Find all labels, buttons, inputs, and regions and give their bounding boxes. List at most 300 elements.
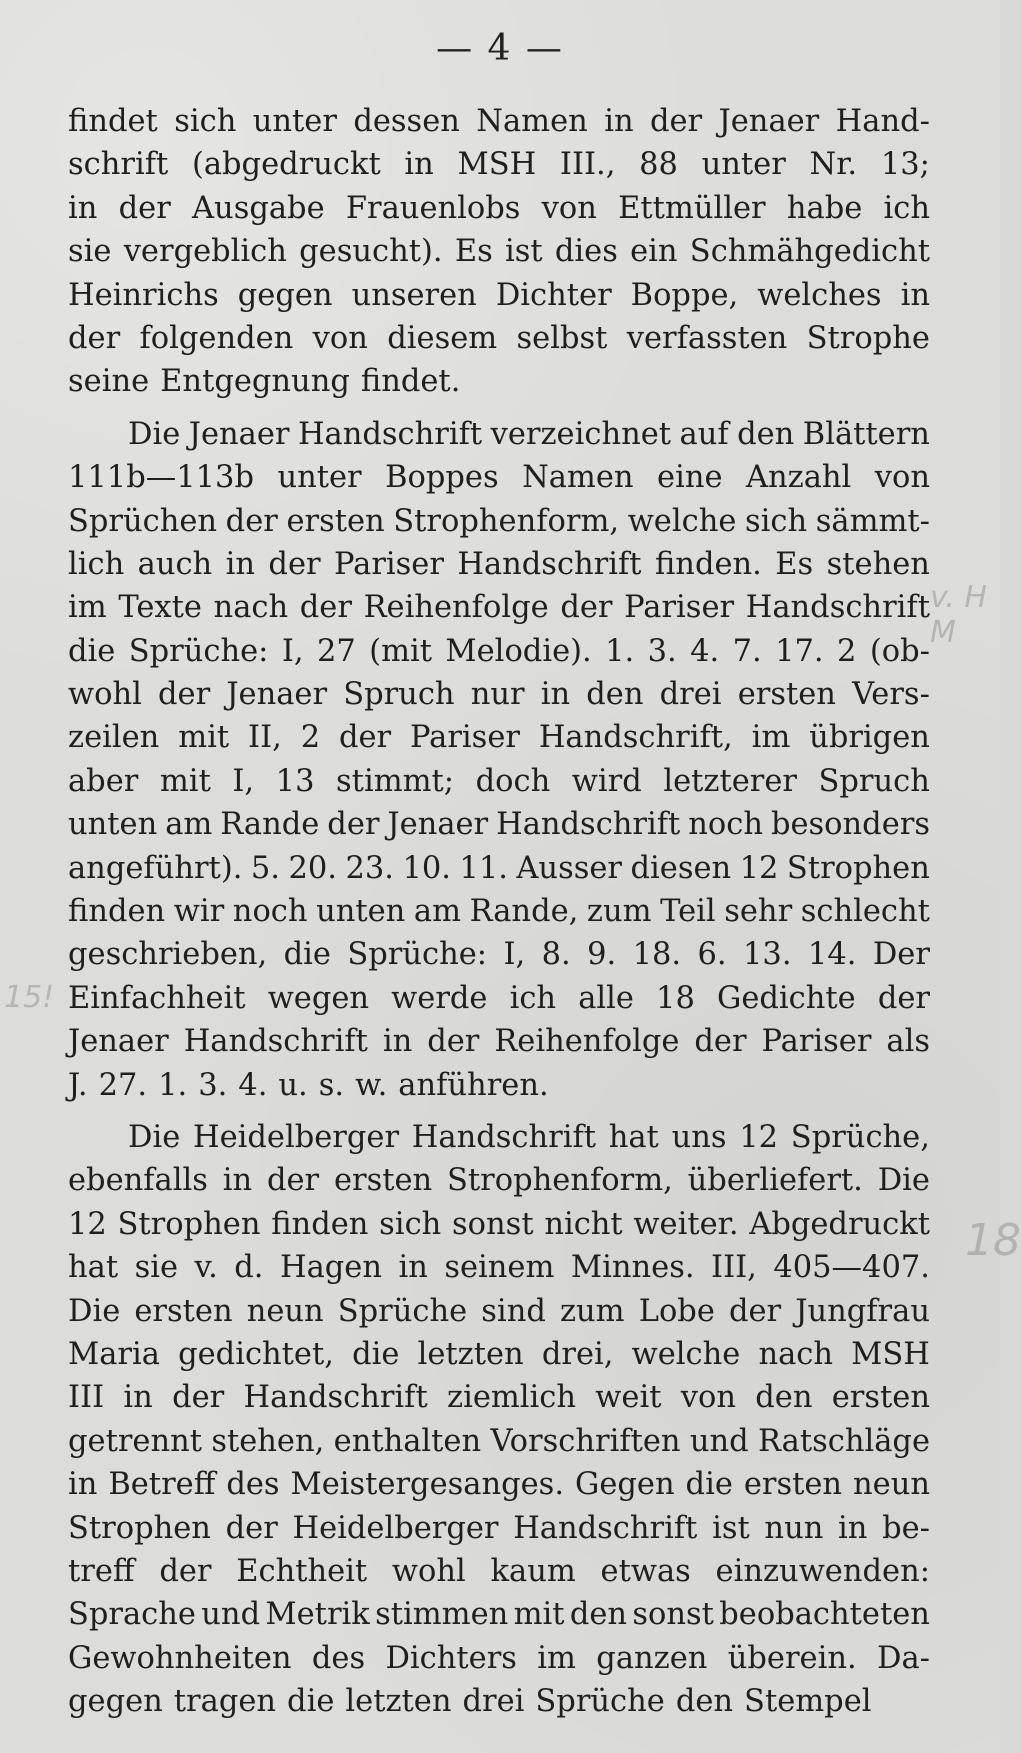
word: Ausgabe bbox=[192, 190, 325, 226]
text-line bbox=[68, 1203, 930, 1246]
text-line bbox=[68, 100, 930, 143]
word: I, bbox=[232, 763, 255, 799]
text-line bbox=[68, 1246, 930, 1289]
margin-note: 15! bbox=[4, 980, 55, 1015]
word: Die bbox=[128, 416, 181, 452]
text-line bbox=[68, 1420, 930, 1463]
word: lich bbox=[68, 546, 125, 582]
word: 23. bbox=[345, 850, 394, 886]
word: Pariser bbox=[333, 546, 444, 582]
word: finden bbox=[271, 1206, 369, 1242]
word: Strophenform, bbox=[447, 1163, 673, 1199]
word: alle bbox=[578, 980, 634, 1016]
text-line bbox=[68, 847, 930, 890]
word: schlecht bbox=[800, 894, 930, 930]
word: Strophen bbox=[117, 1206, 261, 1242]
word: 27 bbox=[316, 633, 356, 669]
word: Pariser bbox=[410, 720, 520, 756]
text-line bbox=[68, 933, 930, 976]
text-line bbox=[68, 1550, 930, 1593]
word: Handschrift bbox=[411, 1119, 596, 1155]
text-line bbox=[68, 1290, 930, 1333]
word: Sprüche: bbox=[128, 633, 269, 669]
word: Texte bbox=[118, 590, 202, 626]
text-line bbox=[68, 360, 930, 403]
word: unten bbox=[68, 807, 158, 843]
word: Handschrift bbox=[745, 590, 930, 626]
text-line bbox=[68, 803, 930, 846]
word: aber bbox=[68, 763, 139, 799]
word: Pariser bbox=[624, 590, 735, 626]
word: gesucht). bbox=[299, 234, 443, 270]
word: Der bbox=[872, 937, 930, 973]
word: Anzahl bbox=[745, 460, 852, 496]
word: ebenfalls bbox=[68, 1163, 208, 1199]
word: s. bbox=[318, 1067, 345, 1103]
text-line bbox=[68, 1507, 930, 1550]
word: I, bbox=[281, 633, 304, 669]
text-line bbox=[68, 143, 930, 186]
word: stimmen bbox=[375, 1597, 509, 1633]
word: Spruch bbox=[818, 763, 930, 799]
word: ich bbox=[509, 980, 557, 1016]
word: III bbox=[68, 1380, 105, 1416]
word: drei bbox=[462, 1684, 525, 1720]
word: ersten bbox=[831, 1380, 930, 1416]
word: sich bbox=[174, 104, 237, 139]
text-line bbox=[68, 1020, 930, 1063]
word: Teil bbox=[660, 894, 716, 930]
word: Sprüche, bbox=[790, 1119, 930, 1155]
word: drei, bbox=[541, 1336, 614, 1372]
word: doch bbox=[475, 763, 551, 799]
word: III, bbox=[711, 1250, 757, 1286]
word: den bbox=[569, 1597, 628, 1633]
word: Strophenform, bbox=[393, 503, 620, 539]
word: unseren bbox=[351, 277, 477, 313]
word: Blättern bbox=[802, 416, 930, 452]
word: Jenaer bbox=[226, 677, 328, 713]
word: 9. bbox=[587, 937, 617, 973]
word: geschrieben, bbox=[68, 937, 268, 973]
word: der bbox=[159, 1553, 212, 1589]
word: schrift bbox=[68, 147, 169, 183]
word: wird bbox=[571, 763, 642, 799]
word: Ausser bbox=[516, 850, 623, 886]
word: in bbox=[68, 1467, 98, 1503]
word: zeilen bbox=[68, 720, 160, 756]
text-line bbox=[68, 1376, 930, 1419]
word: hat bbox=[608, 1119, 659, 1155]
text-line bbox=[68, 1116, 930, 1159]
word: 2 bbox=[837, 633, 857, 669]
word: diesen bbox=[630, 850, 732, 886]
word: weiter. bbox=[633, 1206, 739, 1242]
word: (ob- bbox=[869, 633, 930, 669]
word: in bbox=[398, 1250, 428, 1286]
word: Es bbox=[454, 234, 493, 270]
word: diesem bbox=[387, 320, 498, 356]
word: ersten bbox=[134, 1293, 233, 1329]
word: letzten bbox=[417, 1336, 524, 1372]
word: der bbox=[694, 1024, 747, 1060]
word: Sprüche: bbox=[347, 937, 488, 973]
word: Entgegnung bbox=[160, 364, 350, 400]
word: unten bbox=[316, 894, 406, 930]
word: 12 bbox=[739, 1119, 779, 1155]
word: ersten bbox=[743, 1467, 843, 1503]
text-line bbox=[68, 1463, 930, 1506]
word: der bbox=[877, 980, 930, 1016]
word: Strophen bbox=[68, 1510, 211, 1546]
text-line bbox=[68, 230, 930, 273]
text-line bbox=[68, 1333, 930, 1376]
word: im bbox=[68, 590, 107, 626]
word: seine bbox=[68, 364, 150, 400]
word: Jenaer bbox=[387, 807, 489, 843]
word: sind bbox=[481, 1293, 546, 1329]
word: II, bbox=[248, 720, 282, 756]
word: Dichter bbox=[495, 277, 612, 313]
word: habe bbox=[786, 190, 863, 226]
word: etwas bbox=[600, 1553, 691, 1589]
word: Sprache bbox=[68, 1597, 196, 1633]
word: von bbox=[541, 190, 597, 226]
word: sie bbox=[68, 234, 112, 270]
word: in bbox=[123, 1380, 153, 1416]
text-line bbox=[68, 1159, 930, 1202]
paragraph-gap bbox=[68, 1107, 930, 1116]
word: der bbox=[118, 190, 171, 226]
word: 88 bbox=[639, 147, 678, 183]
word: mit bbox=[513, 1597, 565, 1633]
word: Betreff bbox=[108, 1467, 216, 1503]
word: beobachteten bbox=[719, 1597, 930, 1633]
word: 20. bbox=[288, 850, 337, 886]
word: wohl bbox=[391, 1553, 466, 1589]
word: Gedichte bbox=[716, 980, 856, 1016]
word: stehen bbox=[826, 546, 930, 582]
word: nun bbox=[764, 1510, 824, 1546]
word: letzten bbox=[345, 1684, 452, 1720]
word: Ratschläge bbox=[758, 1423, 930, 1459]
word: findet bbox=[68, 104, 158, 139]
word: 405—407. bbox=[773, 1250, 930, 1286]
word: gedichtet, bbox=[178, 1336, 334, 1372]
word: Jenaer bbox=[188, 416, 290, 452]
word: I, bbox=[503, 937, 526, 973]
word: die bbox=[287, 1684, 335, 1720]
word: Namen bbox=[522, 460, 634, 496]
word: die bbox=[685, 1467, 733, 1503]
word: finden. bbox=[654, 546, 762, 582]
word: Da- bbox=[877, 1640, 930, 1676]
word: letzterer bbox=[663, 763, 797, 799]
word: von bbox=[680, 1380, 736, 1416]
word: Gewohnheiten bbox=[68, 1640, 292, 1676]
word: u. bbox=[278, 1067, 308, 1103]
word: und bbox=[201, 1597, 261, 1633]
word: nur bbox=[470, 677, 525, 713]
word: Einfachheit bbox=[68, 980, 246, 1016]
word: Maria bbox=[68, 1336, 160, 1372]
word: Heinrichs bbox=[68, 277, 219, 313]
word: 18 bbox=[656, 980, 695, 1016]
word: Frauenlobs bbox=[345, 190, 521, 226]
word: findet. bbox=[360, 364, 461, 400]
word: Handschrift bbox=[496, 807, 681, 843]
word: einzuwenden: bbox=[715, 1553, 930, 1589]
word: unter bbox=[252, 104, 337, 139]
word: Schmähgedicht bbox=[689, 234, 930, 270]
word: welche bbox=[631, 1336, 741, 1372]
word: neun bbox=[853, 1467, 930, 1503]
word: 12 bbox=[68, 1206, 107, 1242]
word: MSH bbox=[457, 147, 537, 183]
word: der bbox=[268, 546, 321, 582]
word: Ettmüller bbox=[618, 190, 766, 226]
text-line bbox=[68, 456, 930, 499]
text-line bbox=[68, 1680, 930, 1723]
word: welches bbox=[757, 277, 882, 313]
word: J. bbox=[68, 1067, 88, 1103]
word: in bbox=[540, 677, 571, 713]
word: ersten bbox=[333, 1163, 433, 1199]
word: von bbox=[874, 460, 930, 496]
word: ist bbox=[712, 1510, 750, 1546]
word: unter bbox=[701, 147, 786, 183]
word: der bbox=[427, 1024, 480, 1060]
word: den bbox=[586, 677, 644, 713]
word: die bbox=[68, 633, 116, 669]
word: in bbox=[225, 546, 256, 582]
word: tragen bbox=[173, 1684, 277, 1720]
word: 3. bbox=[198, 1067, 228, 1103]
text-line bbox=[68, 1637, 930, 1680]
word: ich bbox=[883, 190, 930, 226]
word: (mit bbox=[369, 633, 433, 669]
word: überliefert. bbox=[687, 1163, 863, 1199]
word: Es bbox=[775, 546, 814, 582]
text-line bbox=[68, 1064, 930, 1107]
word: der bbox=[225, 503, 278, 539]
word: überein. bbox=[727, 1640, 857, 1676]
word: übrigen bbox=[809, 720, 930, 756]
word: den bbox=[755, 1380, 813, 1416]
word: 8. bbox=[541, 937, 571, 973]
word: stimmt; bbox=[336, 763, 455, 799]
word: der bbox=[338, 720, 392, 756]
word: Boppes bbox=[385, 460, 499, 496]
word: Dichters bbox=[385, 1640, 517, 1676]
word: Echtheit bbox=[236, 1553, 368, 1589]
word: der bbox=[649, 104, 703, 139]
word: 17. bbox=[775, 633, 824, 669]
word: welche bbox=[627, 503, 737, 539]
word: den bbox=[675, 1684, 734, 1720]
word: kaum bbox=[490, 1553, 576, 1589]
text-line bbox=[68, 760, 930, 803]
word: Vers- bbox=[852, 677, 930, 713]
word: des bbox=[226, 1467, 280, 1503]
word: die bbox=[283, 937, 331, 973]
margin-note: v. H M bbox=[930, 580, 987, 650]
word: vergeblich bbox=[123, 234, 287, 270]
word: Die bbox=[128, 1119, 181, 1155]
word: die bbox=[352, 1336, 400, 1372]
word: drei bbox=[659, 677, 722, 713]
word: in bbox=[838, 1510, 868, 1546]
text-line bbox=[68, 187, 930, 230]
word: finden bbox=[68, 894, 166, 930]
word: enthalten bbox=[333, 1423, 482, 1459]
text-line bbox=[68, 890, 930, 933]
word: hat bbox=[68, 1250, 119, 1286]
word: der bbox=[327, 807, 380, 843]
word: 14. bbox=[807, 937, 857, 973]
word: 1. bbox=[605, 633, 635, 669]
word: angeführt). bbox=[68, 850, 243, 886]
word: eine bbox=[657, 460, 723, 496]
word: verzeichnet bbox=[490, 416, 672, 452]
word: d. bbox=[234, 1250, 264, 1286]
word: des bbox=[311, 1640, 366, 1676]
word: ersten bbox=[286, 503, 385, 539]
word: be- bbox=[882, 1510, 930, 1546]
word: Sprüchen bbox=[68, 503, 218, 539]
word: im bbox=[751, 720, 791, 756]
word: in bbox=[68, 190, 98, 226]
word: der bbox=[225, 1510, 278, 1546]
word: mit bbox=[159, 763, 211, 799]
word: getrennt bbox=[68, 1423, 203, 1459]
word: 11. bbox=[459, 850, 508, 886]
word: III., bbox=[559, 147, 616, 183]
word: 10. bbox=[402, 850, 451, 886]
word: Sprüche bbox=[535, 1684, 665, 1720]
word: und bbox=[689, 1423, 749, 1459]
word: sonst bbox=[452, 1206, 534, 1242]
word: 5. bbox=[250, 850, 280, 886]
word: 6. bbox=[697, 937, 727, 973]
word: 111b—113b bbox=[68, 460, 254, 496]
word: wegen bbox=[267, 980, 370, 1016]
word: v. bbox=[194, 1250, 218, 1286]
word: Reihenfolge bbox=[494, 1024, 680, 1060]
word: seinem bbox=[444, 1250, 555, 1286]
word: nach bbox=[758, 1336, 834, 1372]
word: werde bbox=[391, 980, 488, 1016]
word: Pariser bbox=[761, 1024, 872, 1060]
word: von bbox=[312, 320, 368, 356]
page-number: — 4 — bbox=[436, 28, 564, 69]
word: 4. bbox=[238, 1067, 268, 1103]
word: 1. bbox=[158, 1067, 188, 1103]
text-line bbox=[68, 413, 930, 456]
margin-note: 18 bbox=[965, 1215, 1021, 1266]
word: der bbox=[68, 320, 121, 356]
word: Namen bbox=[476, 104, 588, 139]
word: Minnes. bbox=[570, 1250, 695, 1286]
word: Handschrift, bbox=[538, 720, 733, 756]
word: Heidelberger bbox=[193, 1119, 400, 1155]
word: selbst bbox=[516, 320, 608, 356]
word: dessen bbox=[353, 104, 460, 139]
word: der bbox=[560, 590, 613, 626]
word: in bbox=[222, 1163, 253, 1199]
word: Jenaer bbox=[68, 1024, 169, 1060]
word: 27. bbox=[98, 1067, 148, 1103]
word: Boppe, bbox=[630, 277, 739, 313]
word: Spruch bbox=[343, 677, 455, 713]
word: noch bbox=[232, 894, 308, 930]
word: sie bbox=[134, 1250, 179, 1286]
paragraph-gap bbox=[68, 404, 930, 413]
word: auf bbox=[679, 416, 729, 452]
word: in bbox=[900, 277, 930, 313]
word: 3. bbox=[647, 633, 677, 669]
word: Jenaer bbox=[718, 104, 820, 139]
word: Rande bbox=[220, 807, 320, 843]
word: nicht bbox=[544, 1206, 623, 1242]
word: dies bbox=[554, 234, 618, 270]
word: Hagen bbox=[279, 1250, 382, 1286]
word: anführen. bbox=[398, 1067, 549, 1103]
word: Heidelberger bbox=[292, 1510, 499, 1546]
text-line bbox=[68, 673, 930, 716]
word: Reihenfolge bbox=[363, 590, 549, 626]
word: am bbox=[413, 894, 462, 930]
word: 7. bbox=[732, 633, 762, 669]
word: 13; bbox=[880, 147, 930, 183]
word: wir bbox=[173, 894, 225, 930]
word: sämmt- bbox=[815, 503, 930, 539]
word: sonst bbox=[632, 1597, 714, 1633]
word: Sprüche bbox=[337, 1293, 468, 1329]
word: Rande, bbox=[469, 894, 579, 930]
word: Nr. bbox=[809, 147, 858, 183]
word: unter bbox=[277, 460, 362, 496]
word: nach bbox=[213, 590, 289, 626]
word: weit bbox=[595, 1380, 662, 1416]
word: (abgedruckt bbox=[191, 147, 381, 183]
word: Gegen bbox=[574, 1467, 675, 1503]
word: sich bbox=[379, 1206, 442, 1242]
word: wohl bbox=[68, 677, 142, 713]
word: im bbox=[537, 1640, 576, 1676]
word: am bbox=[165, 807, 213, 843]
word: der bbox=[728, 1293, 782, 1329]
word: MSH bbox=[851, 1336, 930, 1372]
word: noch bbox=[688, 807, 763, 843]
word: stehen, bbox=[211, 1423, 325, 1459]
word: Die bbox=[877, 1163, 930, 1199]
text-line bbox=[68, 630, 930, 673]
word: ganzen bbox=[596, 1640, 708, 1676]
word: Handschrift bbox=[243, 1380, 428, 1416]
word: Vorschriften bbox=[490, 1423, 681, 1459]
word: ziemlich bbox=[447, 1380, 577, 1416]
word: 4. bbox=[690, 633, 720, 669]
word: 13. bbox=[743, 937, 792, 973]
word: Die bbox=[68, 1293, 121, 1329]
word: neun bbox=[246, 1293, 324, 1329]
word: 12 bbox=[739, 850, 779, 886]
word: Hand- bbox=[835, 104, 930, 139]
text-line bbox=[68, 716, 930, 759]
word: Handschrift bbox=[513, 1510, 698, 1546]
word: verfassten bbox=[626, 320, 788, 356]
